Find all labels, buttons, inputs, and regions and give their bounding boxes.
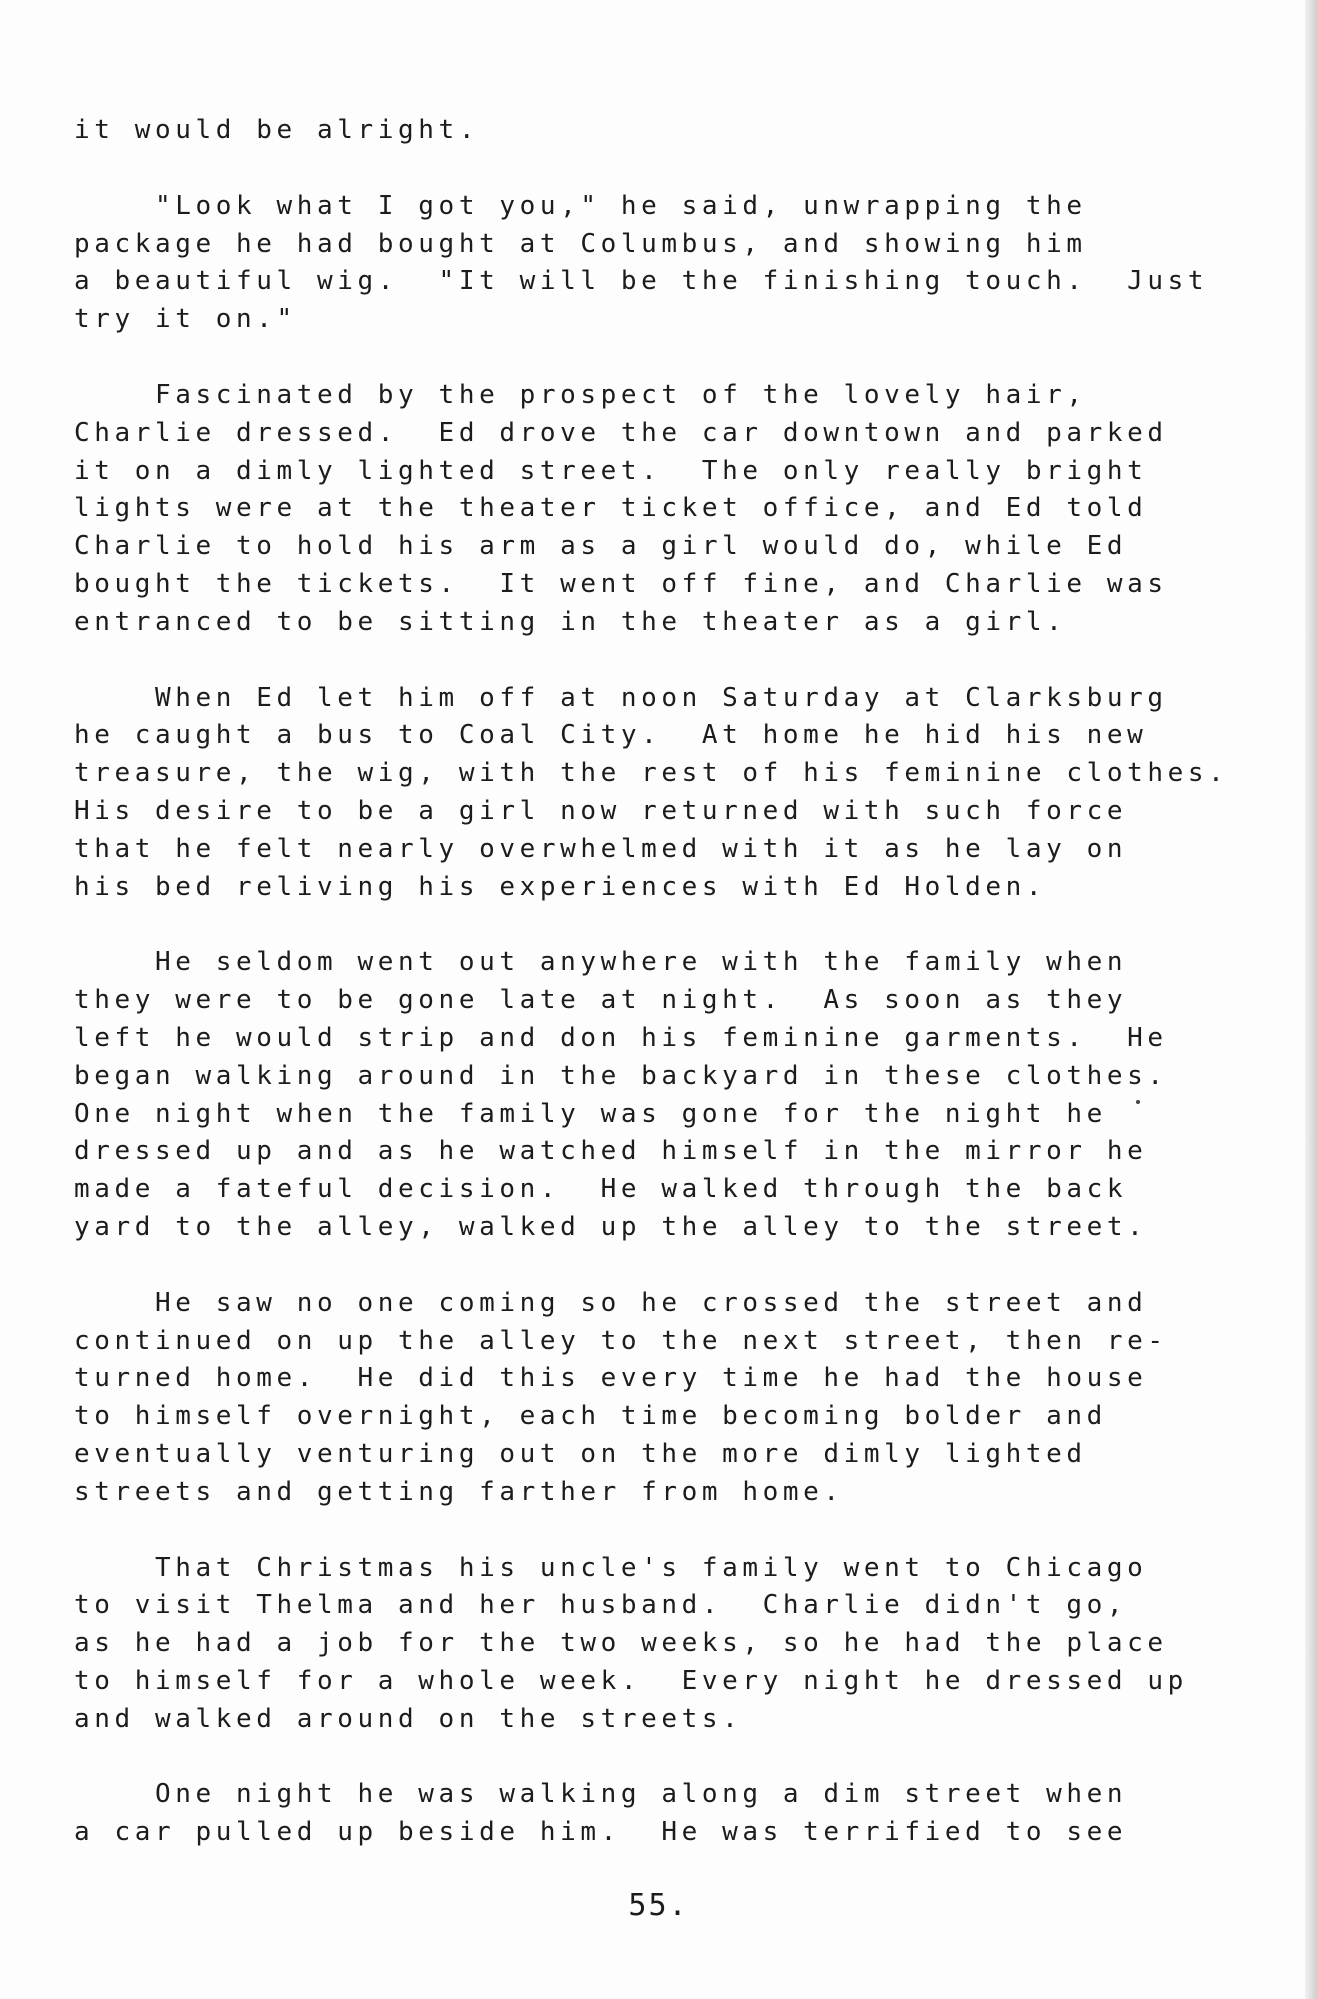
- paragraph-6: [74, 1285, 1168, 1512]
- text-line: it would be alright.: [74, 115, 480, 145]
- page-edge-shadow: [1305, 0, 1317, 1999]
- text-line: left he would strip and don his feminine garments. He: [74, 1022, 1168, 1053]
- text-line: lights were at the theater ticket office, and Ed told: [74, 493, 1148, 524]
- text-line: to visit Thelma and her husband. Charlie didn't go,: [74, 1590, 1128, 1621]
- text-line: One night when the family was gone for the night he: [74, 1098, 1107, 1129]
- text-line: yard to the alley, walked up the alley to the street.: [74, 1211, 1148, 1242]
- text-line: entranced to be sitting in the theater as a girl.: [74, 606, 1067, 637]
- scan-speck: [1136, 1100, 1140, 1104]
- text-line: that he felt nearly overwhelmed with it as he lay on: [74, 833, 1128, 864]
- text-line: made a fateful decision. He walked through the back: [74, 1174, 1128, 1205]
- text-line: try it on.": [74, 304, 297, 335]
- paragraph-5: [74, 944, 1168, 1246]
- text-line: his bed reliving his experiences with Ed Holden.: [74, 871, 1047, 902]
- text-line: to himself for a whole week. Every night he dressed up: [74, 1665, 1188, 1696]
- paragraph-7: [74, 1550, 1188, 1739]
- text-line: That Christmas his uncle's family went to Chicago: [74, 1552, 1148, 1583]
- text-line: to himself overnight, each time becoming bolder and: [74, 1401, 1107, 1432]
- paragraph-3: [74, 377, 1168, 642]
- text-line: When Ed let him off at noon Saturday at Clarksburg: [74, 682, 1168, 713]
- text-line: package he had bought at Columbus, and showing him: [74, 228, 1087, 259]
- text-line: and walked around on the streets.: [74, 1703, 743, 1734]
- text-line: a car pulled up beside him. He was terrified to see: [74, 1817, 1128, 1848]
- text-line: Charlie dressed. Ed drove the car downtown and parked: [74, 417, 1168, 448]
- text-line: continued on up the alley to the next street, then re-: [74, 1325, 1168, 1356]
- paragraph-2: [74, 188, 1209, 339]
- text-line: He seldom went out anywhere with the family when: [74, 947, 1128, 978]
- paragraph-1: [74, 112, 1154, 150]
- document-body: [74, 112, 1229, 1890]
- text-line: streets and getting farther from home.: [74, 1476, 844, 1507]
- text-line: Charlie to hold his arm as a girl would do, while Ed: [74, 531, 1128, 562]
- text-line: eventually venturing out on the more dimly lighted: [74, 1438, 1087, 1469]
- text-line: One night he was walking along a dim street when: [74, 1779, 1128, 1810]
- text-line: they were to be gone late at night. As soon as they: [74, 985, 1128, 1016]
- text-line: as he had a job for the two weeks, so he had the place: [74, 1628, 1168, 1659]
- text-line: His desire to be a girl now returned with such force: [74, 795, 1128, 826]
- page-number: 55.: [628, 1888, 689, 1923]
- text-line: he caught a bus to Coal City. At home he hid his new: [74, 720, 1148, 751]
- text-line: He saw no one coming so he crossed the street and: [74, 1287, 1148, 1318]
- text-line: began walking around in the backyard in these clothes.: [74, 1060, 1168, 1091]
- paragraph-4: [74, 680, 1229, 907]
- text-line: it on a dimly lighted street. The only really bright: [74, 455, 1148, 486]
- text-line: bought the tickets. It went off fine, and Charlie was: [74, 568, 1168, 599]
- text-line: "Look what I got you," he said, unwrapping the: [74, 190, 1087, 221]
- text-line: a beautiful wig. "It will be the finishing touch. Just: [74, 266, 1209, 297]
- text-line: turned home. He did this every time he had the house: [74, 1363, 1148, 1394]
- paragraph-8: [74, 1776, 1154, 1852]
- text-line: treasure, the wig, with the rest of his feminine clothes.: [74, 758, 1229, 789]
- text-line: Fascinated by the prospect of the lovely hair,: [74, 379, 1087, 410]
- text-line: dressed up and as he watched himself in the mirror he: [74, 1136, 1148, 1167]
